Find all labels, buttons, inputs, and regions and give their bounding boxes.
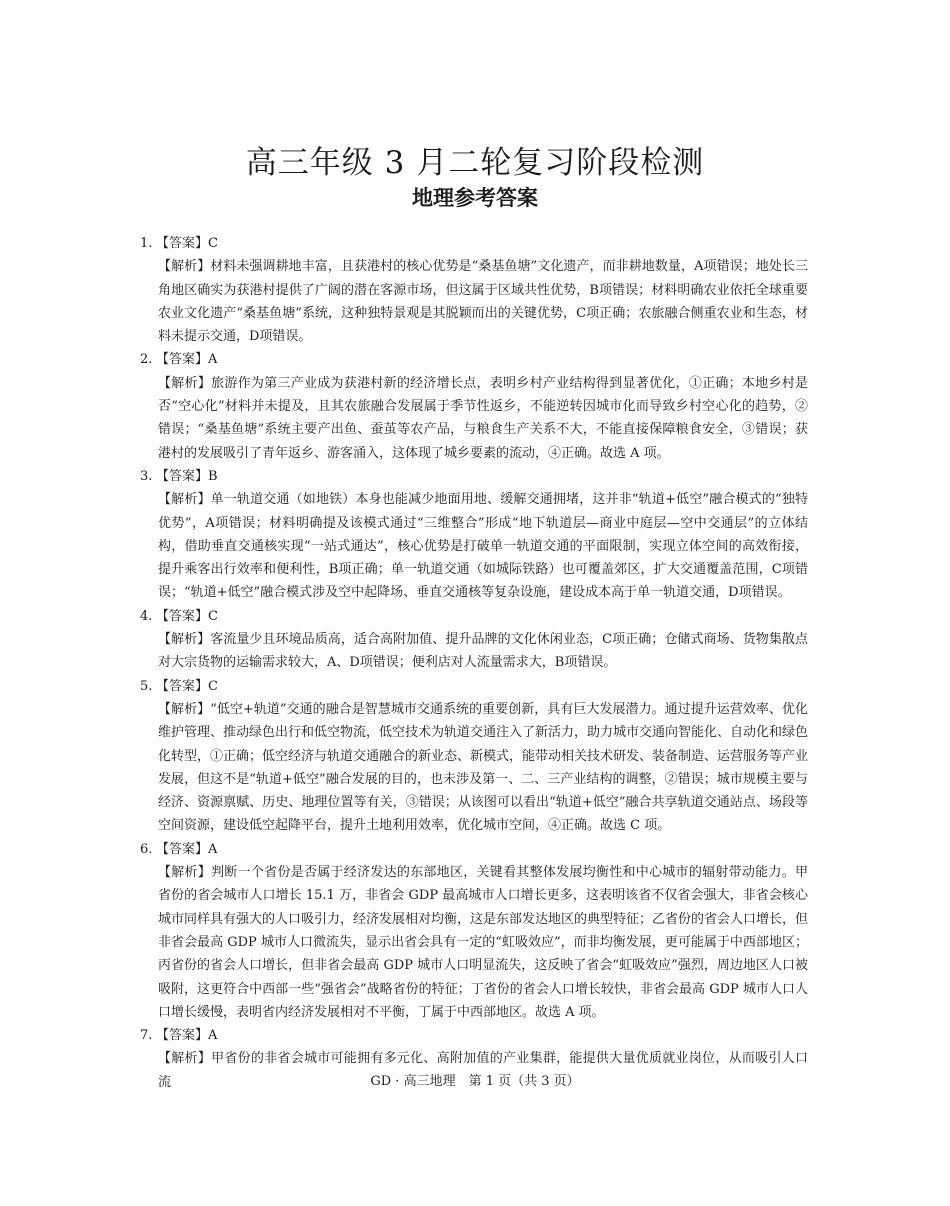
page-footer: GD · 高三地理 第 1 页（共 3 页） [370,1074,580,1089]
explanation-label: 【解析】 [158,865,212,881]
question-explanation [140,698,808,838]
answer-label: 【答案】 [156,236,209,251]
answer-label: 【答案】 [156,1028,209,1044]
answer-choice: C [208,678,218,694]
explanation-label: 【解析】 [158,1051,212,1067]
question-item [140,605,808,675]
question-item [140,232,808,348]
question-explanation [140,255,808,348]
answer-choice: A [208,352,218,368]
answer-label: 【答案】 [156,352,209,368]
answer-list [140,232,808,1094]
answer-choice: A [208,841,218,857]
explanation-label: 【解析】 [158,492,211,508]
question-item [140,675,808,838]
question-number: 1. [140,236,153,251]
question-answer-line [140,465,808,488]
question-answer-line [140,605,808,628]
answer-choice: A [208,1028,218,1044]
question-explanation [140,861,808,1024]
explanation-label: 【解析】 [158,701,211,717]
explanation-text: 判断一个省份是否属于经济发达的东部地区，关键看其整体发展均衡性和中心城市的辐射带动能力。甲省份的省会城市人口增长 15.1 万，非省会 GDP 最高城市人口增长更多，这表明该省不仅省会强大，非省会核心城市同样具有强大的人口吸引力，经济发展相对均衡，这是东部发达地区的典型特征；乙省份的省会人口增长，但非省会最高 GDP 城市人口微流失，显示出省会具有一定的“虹吸效应”，而非均衡发展，更可能属于中西部地区；丙省份的省会人口增长，但非省会最高 GDP 城市人口明显流失，这反映了省会“虹吸效应”强烈，周边地区人口被吸附，这更符合中西部一些“强省会”战略省份的特征；丁省份的省会人口增长较快，非省会最高 GDP 城市人口人口增长缓慢，表明省内经济发展相对不平衡，丁属于中西部地区。故选 A 项。 [158,865,809,1020]
question-number: 3. [140,468,153,484]
question-answer-line [140,348,808,371]
explanation-text: 单一轨道交通（如地铁）本身也能减少地面用地、缓解交通拥堵，这并非“轨道+低空”融合模式的“独特优势”，A项错误；材料明确提及该模式通过“三维整合”形成“地下轨道层—商业中庭层—空中交通层”的立体结构，借助垂直交通核实现“一站式通达”，核心优势是打破单一轨道交通的平面限制，实现立体空间的高效衔接，提升乘客出行效率和便利性，B项正确；单一轨道交通（如城际铁路）也可覆盖郊区，扩大交通覆盖范围，C项错误；“轨道+低空”融合模式涉及空中起降场、垂直交通核等复杂设施，建设成本高于单一轨道交通，D项错误。 [158,492,808,601]
question-answer-line [140,1024,808,1047]
explanation-label: 【解析】 [158,632,211,648]
answer-choice: B [208,468,218,484]
explanation-text: 旅游作为第三产业成为获港村新的经济增长点，表明乡村产业结构得到显著优化，①正确；本地乡村是否“空心化”材料并未提及，且其农旅融合发展属于季节性返乡，不能逆转因城市化而导致乡村空心化的趋势，②错误；“桑基鱼塘”系统主要产出鱼、蚕茧等农产品，与粮食生产关系不大，不能直接保障粮食安全，③错误；获港村的发展吸引了青年返乡、游客涌入，这体现了城乡要素的流动，④正确。故选 A 项。 [158,375,808,461]
answer-label: 【答案】 [156,678,209,694]
answer-label: 【答案】 [156,468,209,484]
explanation-text: 材料未强调耕地丰富，且获港村的核心优势是“桑基鱼塘”文化遗产，而非耕地数量，A项错误；地处长三角地区确实为获港村提供了广阔的潜在客源市场，但这属于区域共性优势，B项错误；材料明确农业依托全球重要农业文化遗产“桑基鱼塘”系统，这种独特景观是其脱颖而出的关键优势，C项正确；农旅融合侧重农业和生态，材料未提示交通，D项错误。 [158,259,808,345]
question-answer-line [140,232,808,255]
question-number: 2. [140,352,153,368]
question-item [140,465,808,605]
explanation-text: “低空+轨道”交通的融合是智慧城市交通系统的重要创新，具有巨大发展潜力。通过提升运营效率、优化维护管理、推动绿色出行和低空物流，低空技术为轨道交通注入了新活力，助力城市交通向智能化、自动化和绿色化转型，①正确；低空经济与轨道交通融合的新业态、新模式，能带动相关技术研发、装备制造、运营服务等产业发展，但这不是“轨道+低空”融合发展的目的，也未涉及第一、二、三产业结构的调整，②错误；城市规模主要与经济、资源禀赋、历史、地理位置等有关，③错误；从该图可以看出“轨道+低空”融合共享轨道交通站点、场段等空间资源，建设低空起降平台，提升土地利用效率，优化城市空间，④正确。故选 C 项。 [158,701,809,834]
question-item [140,838,808,1024]
explanation-label: 【解析】 [158,375,212,391]
question-answer-line [140,675,808,698]
explanation-text: 客流量少且环境品质高，适合高附加值、提升品牌的文化休闲业态，C项正确；仓储式商场、货物集散点对大宗货物的运输需求较大，A、D项错误；便利店对人流量需求大，B项错误。 [158,632,808,671]
question-item [140,348,808,464]
question-answer-line [140,838,808,861]
answer-choice: C [208,608,218,624]
question-number: 5. [140,678,153,694]
answer-label: 【答案】 [156,608,209,624]
question-explanation [140,488,808,604]
page-subtitle: 地理参考答案 [412,186,538,210]
question-number: 6. [140,841,153,857]
explanation-text: 甲省份的非省会城市可能拥有多元化、高附加值的产业集群，能提供大量优质就业岗位，从而吸引人口流 [158,1051,808,1090]
answer-choice: C [208,236,218,251]
explanation-label: 【解析】 [158,259,211,275]
question-explanation [140,372,808,465]
question-number: 7. [140,1028,153,1044]
answer-label: 【答案】 [156,841,209,857]
question-explanation [140,628,808,675]
page-title: 高三年级 3 月二轮复习阶段检测 [245,145,705,181]
question-number: 4. [140,608,153,624]
